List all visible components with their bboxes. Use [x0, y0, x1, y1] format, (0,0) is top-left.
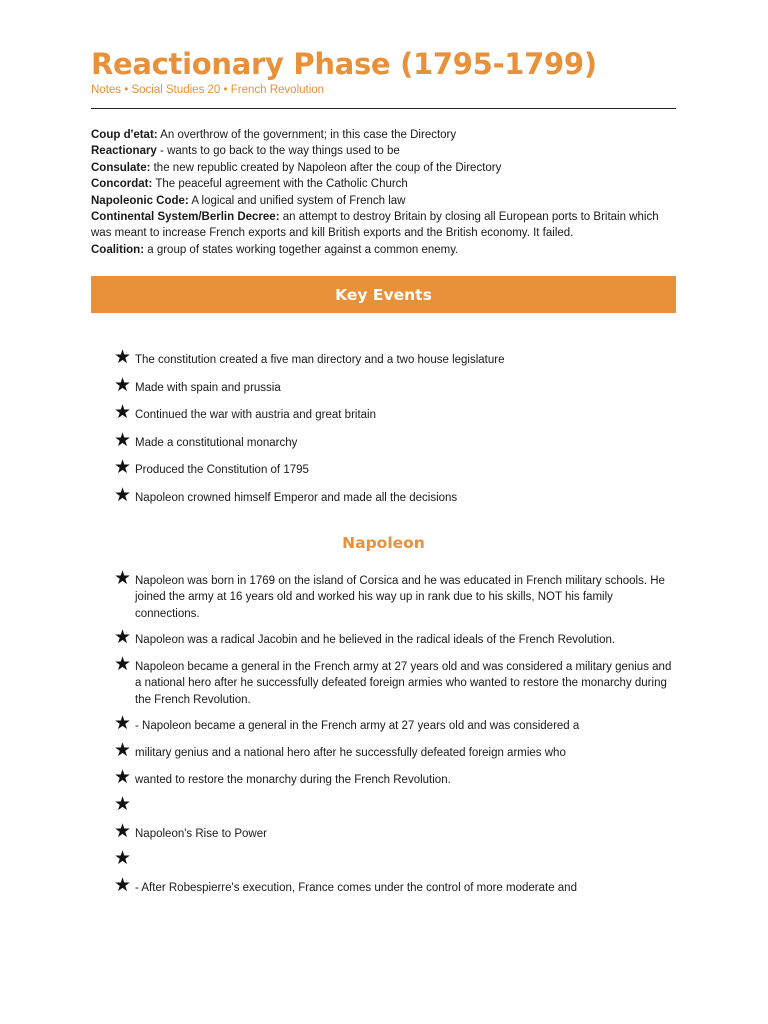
star-icon: ★ — [114, 820, 132, 843]
list-item-text: Napoleon was born in 1769 on the island of Corsica and he was educated in French military schools. He joined the army at 16 years old and worked his way up in rank due to his skills, NOT his family connections. — [135, 574, 665, 620]
list-item — [114, 820, 674, 843]
list-item-text: Made with spain and prussia — [135, 381, 281, 394]
star-icon: ★ — [114, 456, 132, 479]
glossary-term: Coalition: — [91, 243, 145, 256]
list-item — [114, 566, 674, 622]
star-icon: ★ — [114, 428, 132, 451]
star-icon: ★ — [114, 401, 132, 424]
list-item-text: Napoleon was a radical Jacobin and he believed in the radical ideals of the French Revolution. — [135, 633, 616, 646]
list-item — [114, 712, 674, 735]
glossary-definition: a group of states working together against a common enemy. — [144, 243, 459, 256]
list-item-text: - After Robespierre's execution, France comes under the control of more moderate and — [135, 882, 577, 895]
list-item — [114, 739, 674, 762]
list-item-text: Napoleon became a general in the French army at 27 years old and was considered a military genius and a national hero after he successfully defeated foreign armies who wanted to restore the monarchy during the French Revolution. — [135, 660, 672, 706]
star-icon: ★ — [114, 346, 132, 369]
list-item — [114, 652, 674, 708]
page-title: Reactionary Phase (1795-1799) — [91, 47, 597, 81]
glossary-entry — [91, 176, 676, 192]
list-item-text: wanted to restore the monarchy during the French Revolution. — [135, 774, 451, 787]
star-icon: ★ — [114, 847, 132, 870]
glossary-entry — [91, 127, 676, 143]
list-item — [114, 625, 674, 649]
star-icon: ★ — [114, 793, 132, 816]
list-item-text: Produced the Constitution of 1795 — [135, 464, 309, 477]
glossary-term: Continental System/Berlin Decree: — [91, 211, 280, 224]
list-item-text: - Napoleon became a general in the French army at 27 years old and was considered a — [135, 720, 580, 733]
napoleon-list — [114, 566, 674, 897]
list-item — [114, 373, 674, 397]
key-events-list — [114, 346, 674, 507]
glossary-definition: A logical and unified system of French law — [188, 194, 406, 207]
star-icon: ★ — [114, 625, 132, 648]
napoleon-heading: Napoleon — [342, 533, 425, 552]
list-item — [114, 346, 674, 369]
list-item — [114, 874, 674, 897]
list-item — [114, 793, 674, 816]
glossary — [91, 127, 676, 258]
glossary-definition: - wants to go back to the way things used to be — [156, 145, 400, 158]
glossary-definition: an attempt to destroy Britain by closing all European ports to Britain which was meant to increase French exports and kill British exports and the British economy. It failed. — [91, 211, 659, 240]
star-icon: ★ — [114, 483, 132, 506]
page-subtitle: Notes • Social Studies 20 • French Revolution — [91, 84, 325, 96]
list-item-text: Napoleon's Rise to Power — [135, 828, 267, 841]
glossary-entry — [91, 242, 676, 258]
glossary-term: Consulate: — [91, 161, 151, 174]
key-events-banner: Key Events — [91, 276, 676, 313]
glossary-term: Concordat: — [91, 178, 153, 191]
glossary-definition: An overthrow of the government; in this case the Directory — [157, 129, 457, 141]
star-icon: ★ — [114, 739, 132, 762]
glossary-term: Reactionary — [91, 145, 157, 158]
list-item — [114, 847, 674, 870]
glossary-entry — [91, 193, 676, 209]
list-item — [114, 483, 674, 507]
document-page — [91, 44, 676, 907]
list-item — [114, 428, 674, 452]
star-icon: ★ — [114, 874, 132, 897]
star-icon: ★ — [114, 766, 132, 789]
glossary-entry — [91, 209, 676, 242]
glossary-entry — [91, 143, 676, 159]
list-item — [114, 456, 674, 479]
star-icon: ★ — [114, 652, 132, 675]
glossary-term: Coup d'etat: — [91, 129, 158, 141]
list-item-text: The constitution created a five man directory and a two house legislature — [135, 354, 505, 367]
glossary-definition: The peaceful agreement with the Catholic Church — [152, 178, 408, 191]
glossary-definition: the new republic created by Napoleon after the coup of the Directory — [150, 161, 502, 174]
glossary-entry — [91, 160, 676, 176]
list-item — [114, 401, 674, 424]
glossary-term: Napoleonic Code: — [91, 194, 189, 207]
list-item-text: Napoleon crowned himself Emperor and made all the decisions — [135, 491, 458, 504]
list-item-text: Made a constitutional monarchy — [135, 436, 298, 449]
list-item-text: military genius and a national hero after he successfully defeated foreign armies who — [135, 747, 566, 760]
title-divider — [91, 108, 676, 109]
star-icon: ★ — [114, 712, 132, 735]
star-icon: ★ — [114, 566, 132, 589]
list-item — [114, 766, 674, 789]
star-icon: ★ — [114, 373, 132, 396]
list-item-text: Continued the war with austria and great britain — [135, 409, 377, 422]
